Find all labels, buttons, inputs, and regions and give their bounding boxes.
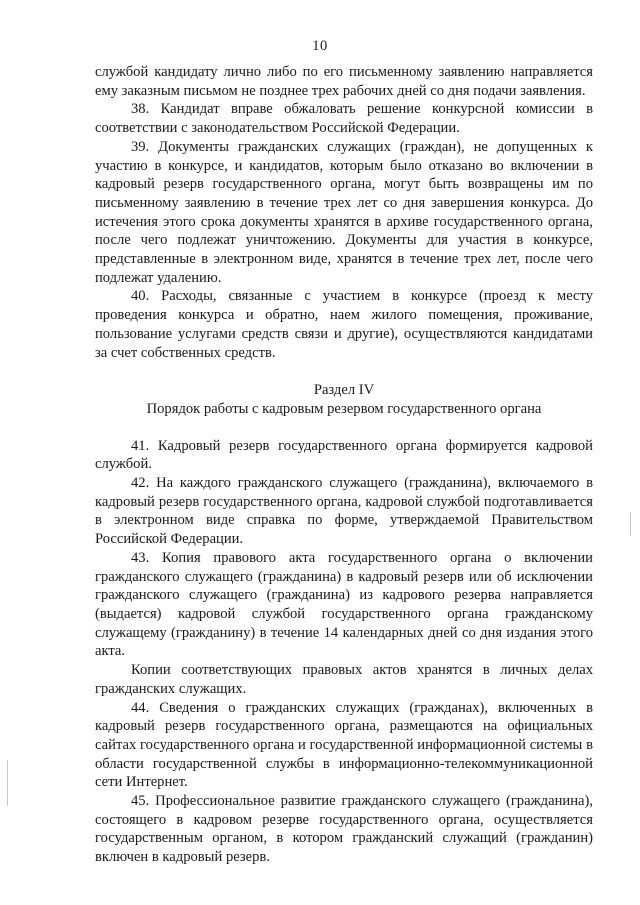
- page-number: 10: [312, 38, 328, 54]
- scan-margin-mark: [7, 760, 8, 806]
- paragraph-41: 41. Кадровый резерв государственного органа формируется кадровой службой.: [95, 437, 593, 473]
- document-body: [95, 63, 593, 867]
- paragraph-42: 42. На каждого гражданского служащего (гражданина), включаемого в кадровый резерв государственного органа, кадровой службой подготавливается в электронном виде справка по форме, утверждаемой Правительством Российской Федерации.: [95, 475, 593, 548]
- paragraph-40: 40. Расходы, связанные с участием в конкурсе (проезд к месту проведения конкурса и обратно, наем жилого помещения, проживание, пользование услугами средств связи и другие), осуществляются кандидатами за счет собственных средств.: [95, 288, 593, 361]
- paragraph-45: 45. Профессиональное развитие гражданского служащего (гражданина), состоящего в кадровом резерве государственного органа, осуществляется государственным органом, в котором гражданский служащий (гражданин) включен в кадровый резерв.: [95, 793, 593, 866]
- paragraph-37-continuation: службой кандидату лично либо по его письменному заявлению направляется ему заказным письмом не позднее трех рабочих дней со дня подачи заявления.: [95, 64, 593, 99]
- section-heading: Раздел IV: [313, 382, 375, 399]
- scan-margin-mark: [630, 512, 631, 536]
- paragraph-43-copies: Копии соответствующих правовых актов хранятся в личных делах гражданских служащих.: [95, 662, 593, 697]
- paragraph-43: 43. Копия правового акта государственного органа о включении гражданского служащего (гражданина) в кадровый резерв или об исключении гражданского служащего (гражданина) из кадрового резерва направляется (выдается) кадровой службой государственного органа гражданскому служащему (гражданину) в течение 14 календарных дней со дня издания этого акта.: [95, 549, 593, 660]
- paragraph-38: 38. Кандидат вправе обжаловать решение конкурсной комиссии в соответствии с законодательством Российской Федерации.: [95, 101, 593, 137]
- section-title: Порядок работы с кадровым резервом государственного органа: [146, 400, 542, 417]
- paragraph-39: 39. Документы гражданских служащих (граждан), не допущенных к участию в конкурсе, и кандидатов, которым было отказано во включении в кадровый резерв государственного органа, могут быть возвращены им по письменному заявлению в течение трех лет со дня завершения конкурса. До истечения этого срока документы хранятся в архиве государственного органа, после чего подлежат уничтожению. Документы для участия в конкурсе, представленные в электронном виде, хранятся в течение трех лет, после чего подлежат удалению.: [95, 138, 593, 286]
- paragraph-44: 44. Сведения о гражданских служащих (гражданах), включенных в кадровый резерв государственного органа, размещаются на официальных сайтах государственного органа и государственной информационной системы в области государственной службы в информационно-телекоммуникационной сети Интернет.: [95, 699, 593, 791]
